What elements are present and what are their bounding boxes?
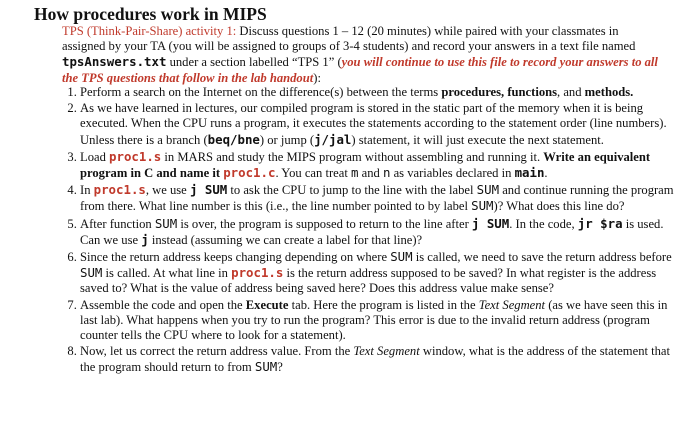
intro-text: under a section labelled “TPS 1” (	[166, 55, 342, 70]
emphasis-italic: Text Segment	[353, 344, 420, 359]
code-main: main	[514, 165, 545, 181]
code-var: m	[351, 165, 359, 181]
emphasis: Execute	[245, 297, 289, 312]
code-jump: j SUM	[189, 182, 228, 198]
question-text: is used. Can we use	[80, 216, 664, 247]
question-text: and continue running the program from there. What line number is this (i.e., the line number pointed to by label	[80, 183, 674, 214]
code-jump: j	[141, 231, 149, 247]
code-branch: beq/bne	[207, 131, 260, 147]
question-text: in MARS and study the MIPS program without assembling and running it.	[161, 149, 544, 164]
question-text: , we use	[145, 183, 190, 198]
section-title: How procedures work in MIPS	[34, 4, 267, 24]
question-text: window, what is the address of the statement that the program should return to from	[80, 344, 671, 375]
question-text: Assemble the code and open the	[80, 297, 246, 312]
intro-text: Discuss questions 1 – 12 (20 minutes) while paired with your classmates in assigned by your TA (you will be assigned to groups of 3-4 students) and record your answers in a text file named	[62, 24, 636, 54]
question-text: instead (assuming we can create a label for that line)?	[148, 232, 423, 247]
question-text: Perform a search on the Internet on the difference(s) between the terms	[80, 85, 442, 99]
question-5	[80, 216, 684, 248]
question-text: ) statement, it will just execute the next statement.	[351, 132, 604, 147]
code-label: SUM	[154, 215, 178, 231]
question-text: , and	[557, 85, 585, 99]
question-text: Since the return address keeps changing depending on where	[80, 250, 391, 265]
activity-note: you will continue to use this file to record your answers to all the TPS questions that follow in the lab handout	[62, 55, 658, 85]
code-var: n	[382, 165, 391, 181]
activity-intro	[62, 24, 662, 86]
code-label: SUM	[80, 265, 103, 281]
question-text: ) or jump (	[259, 132, 315, 147]
question-text: . In the code,	[509, 216, 578, 231]
code-filename: proc1.c	[223, 165, 276, 181]
question-2	[80, 101, 684, 148]
question-text: (as we have seen this in last lab). What happens when you try to run the program? This error is due to the invalid return address (program counter tells the CPU where to look for a statement).	[80, 297, 668, 343]
question-1	[80, 85, 684, 100]
term: methods.	[584, 85, 634, 99]
question-text: as variables declared in	[390, 166, 515, 181]
question-text: is the return address supposed to be saved? In what register is the address saved to? What is the value of address being saved here? Does this address value make sense?	[80, 266, 657, 296]
emphasis: Write an equivalent program in C and name it	[80, 149, 651, 181]
question-3	[80, 149, 684, 181]
question-text: tab. Here the program is listed in the	[288, 297, 479, 312]
question-text: As we have learned in lectures, our compiled program is stored in the static part of the memory when it is being executed. When the CPU runs a program, it executes the statements according to the statement order (line numbers). Unless there is a branch (	[80, 101, 667, 147]
question-text: Now, let us correct the return address value. From the	[80, 344, 354, 359]
code-filename: proc1.s	[109, 148, 162, 164]
intro-text: ):	[313, 70, 321, 85]
code-jump: j SUM	[471, 215, 510, 231]
question-text: . You can treat	[275, 166, 351, 181]
question-text: .	[544, 166, 548, 181]
emphasis-italic: Text Segment	[478, 297, 546, 312]
code-label: SUM	[390, 249, 413, 265]
activity-label: TPS (Think-Pair-Share) activity 1:	[62, 24, 237, 38]
code-label: SUM	[254, 359, 278, 375]
question-4	[80, 182, 684, 214]
question-text: After function	[80, 216, 155, 231]
term: procedures, functions	[441, 85, 558, 99]
question-text: ?	[277, 360, 283, 375]
question-text: is called. At what line in	[102, 266, 232, 281]
question-text: to ask the CPU to jump to the line with the label	[227, 183, 477, 198]
question-text: and	[358, 166, 383, 181]
question-text: is over, the program is supposed to return to the line after	[177, 216, 472, 231]
code-label: SUM	[471, 198, 494, 214]
question-text: )? What does this line do?	[493, 199, 625, 214]
question-7	[80, 298, 684, 344]
question-text: is called, we need to save the return address before	[412, 250, 672, 265]
question-6	[80, 249, 684, 297]
question-text: Load	[80, 149, 110, 164]
code-return: jr $ra	[577, 215, 623, 231]
question-8	[80, 344, 684, 375]
code-jump: j/jal	[314, 131, 352, 147]
code-label: SUM	[476, 182, 500, 198]
filename-code: tpsAnswers.txt	[62, 54, 167, 70]
question-text: In	[80, 183, 94, 198]
code-filename: proc1.s	[93, 182, 146, 198]
code-filename: proc1.s	[231, 265, 284, 281]
question-list	[62, 85, 684, 377]
